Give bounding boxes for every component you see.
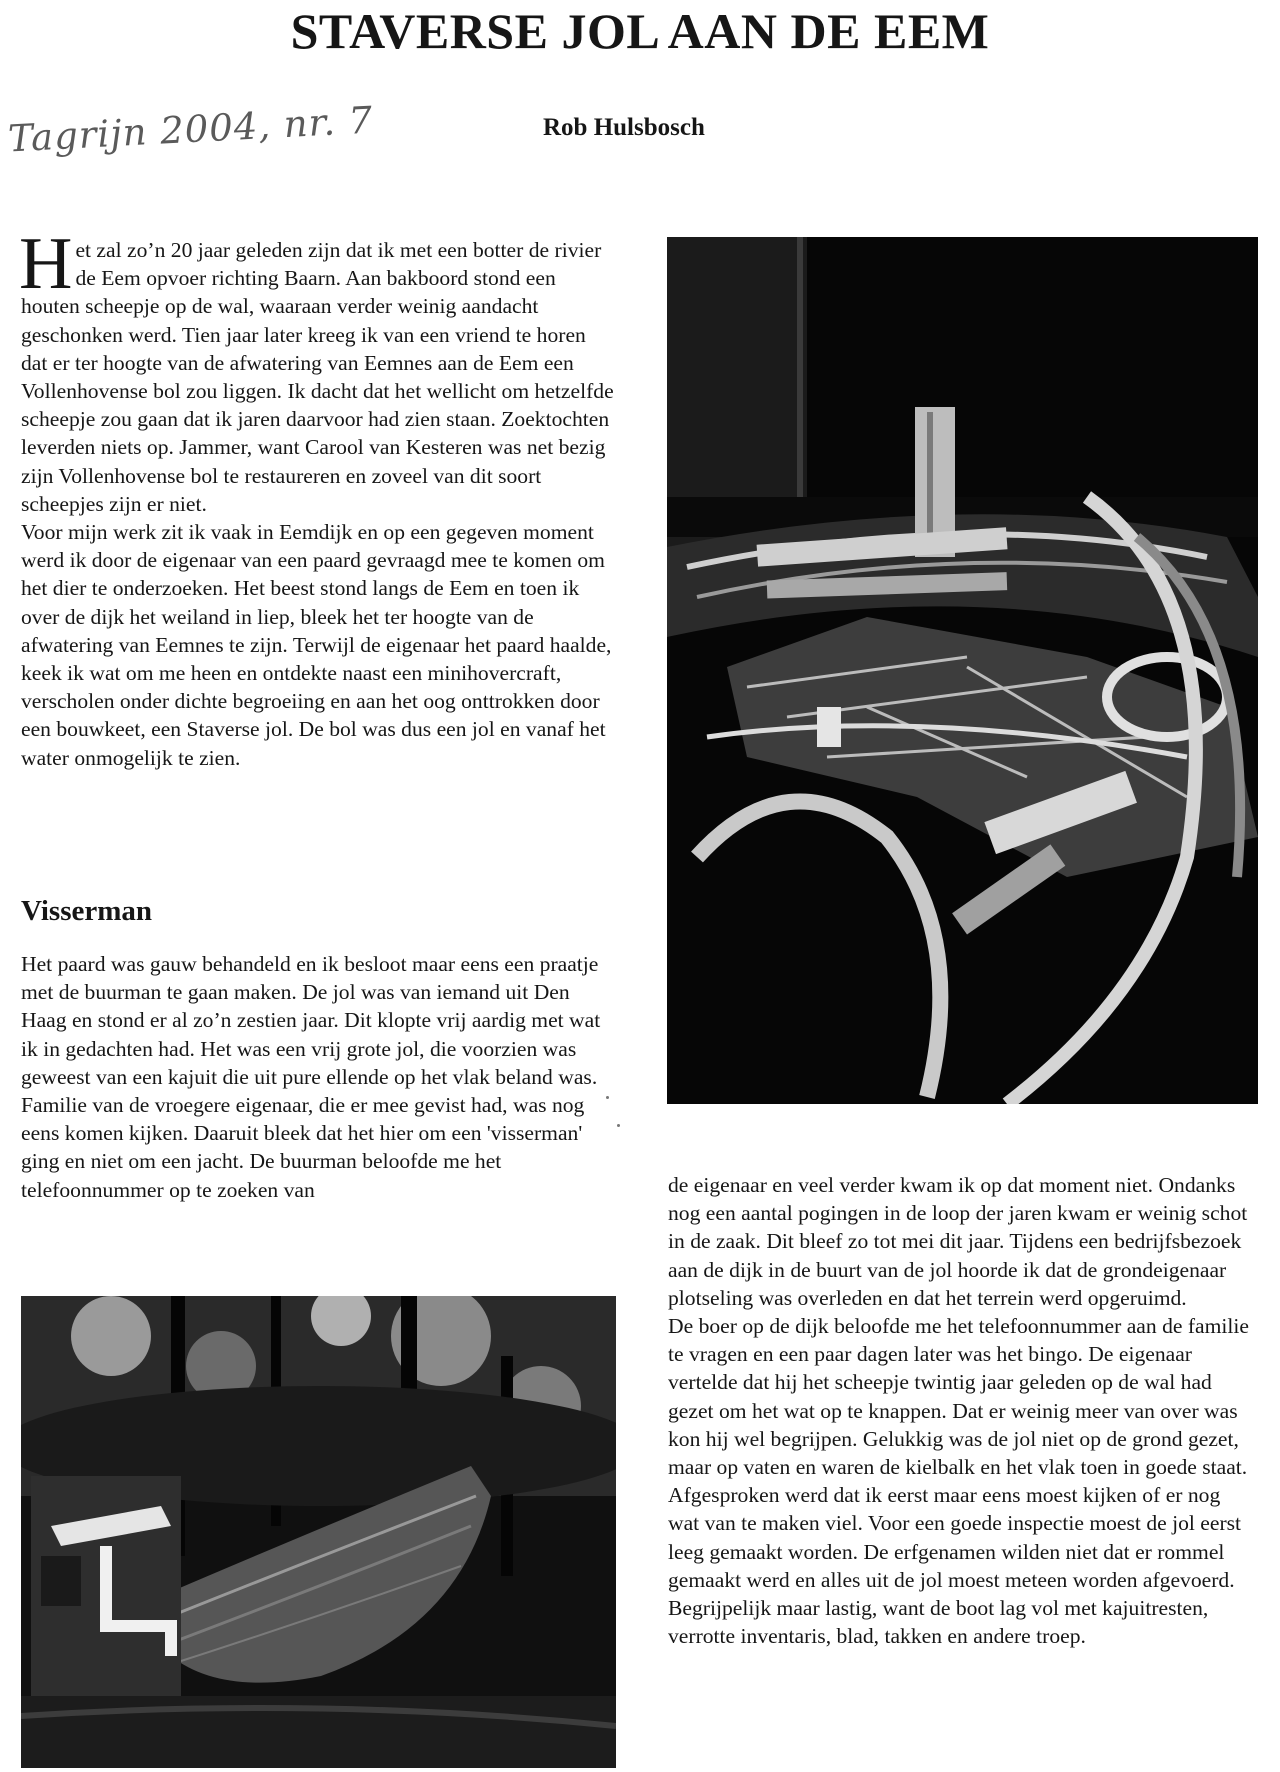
body-column-right <box>668 1171 1256 1650</box>
body-column-left <box>21 950 615 1204</box>
lead-paragraphs <box>19 223 615 772</box>
author-name: Rob Hulsbosch <box>543 114 705 141</box>
drop-cap: H <box>19 223 73 305</box>
boat-on-shore-photo <box>21 1296 616 1768</box>
scan-speck <box>617 1124 620 1127</box>
body-paragraph: Het paard was gauw behandeld en ik besloot maar eens een praatje met de buurman te gaan maken. De jol was van iemand uit Den Haag en stond er al zo’n zestien jaar. Dit klopte vrij aardig met wat ik in gedachten had. Het was een vrij grote jol, die voorzien was geweest van een kajuit die uit pure ellende op het vlak beland was. Familie van de vroegere eigenaar, die er mee gevist had, was nog eens komen kijken. Daaruit bleek dat het hier om een 'visserman' ging en niet om een jacht. De buurman beloofde me het telefoonnummer op te zoeken van <box>21 952 601 1202</box>
handwritten-annotation: Tagrijn 2004, nr. 7 <box>7 98 375 161</box>
scan-speck <box>606 1096 609 1099</box>
boat-interior-photo <box>667 237 1258 1104</box>
body-paragraph: de eigenaar en veel verder kwam ik op dat moment niet. Ondanks nog een aantal pogingen in de loop der jaren kwam er weinig schot in de zaak. Dit bleef zo tot mei dit jaar. Tijdens een bedrijfsbezoek aan de dijk in de buurt van de jol hoorde ik dat de grondeigenaar plotseling was overleden en dat het terrein werd opgeruimd. <box>668 1173 1248 1310</box>
article-title: STAVERSE JOL AAN DE EEM <box>290 3 990 59</box>
body-paragraph: De boer op de dijk beloofde me het telefoonnummer aan de familie te vragen en een paar dagen later was het bingo. De eigenaar vertelde dat hij het scheepje twintig jaar geleden op de wal had gezet om het wat op te knappen. Dat er weinig meer van over was kon hij wel begrijpen. Gelukkig was de jol niet op de grond gezet, maar op vaten en waren de kielbalk en het vlak toen in goede staat. Afgesproken werd dat ik eerst maar eens moest kijken of er nog wat van te maken viel. Voor een goede inspectie moest de jol eerst leeg gemaakt worden. De erfgenamen wilden niet dat er rommel gemaakt werd en alles uit de jol moest meteen worden afgevoerd. Begrijpelijk maar lastig, want de boot lag vol met kajuitresten, verrotte inventaris, blad, takken en andere troep. <box>668 1314 1250 1649</box>
lead-paragraph-2: Voor mijn werk zit ik vaak in Eemdijk en op een gegeven moment werd ik door de eigenaar van een paard gevraagd mee te komen om het dier te onderzoeken. Het beest stond langs de Eem en toen ik over de dijk het weiland in liep, bleek het ter hoogte van de afwatering van Eemnes te zijn. Terwijl de eigenaar het paard haalde, keek ik wat om me heen en ontdekte naast een minihovercraft, verscholen onder dichte begroeiing en aan het oog onttrokken door een bouwkeet, een Staverse jol. De bol was dus een jol en vanaf het water onmogelijk te zien. <box>21 520 612 770</box>
lead-paragraph: Het zal zo’n 20 jaar geleden zijn dat ik met een botter de rivier de Eem opvoer richting Baarn. Aan bakboord stond een houten scheepje op de wal, waaraan verder weinig aandacht geschonken werd. Tien jaar later kreeg ik van een vriend te horen dat er ter hoogte van de afwatering van Eemnes aan de Eem een Vollenhovense bol zou liggen. Ik dacht dat het wellicht om hetzelfde scheepje zou gaan dat ik jaren daarvoor had zien staan. Zoektochten leverden niets op. Jammer, want Carool van Kesteren was net bezig zijn Vollenhovense bol te restaureren en zoveel van dit soort scheepjes zijn er niet. <box>19 223 614 516</box>
section-heading: Visserman <box>21 895 153 927</box>
